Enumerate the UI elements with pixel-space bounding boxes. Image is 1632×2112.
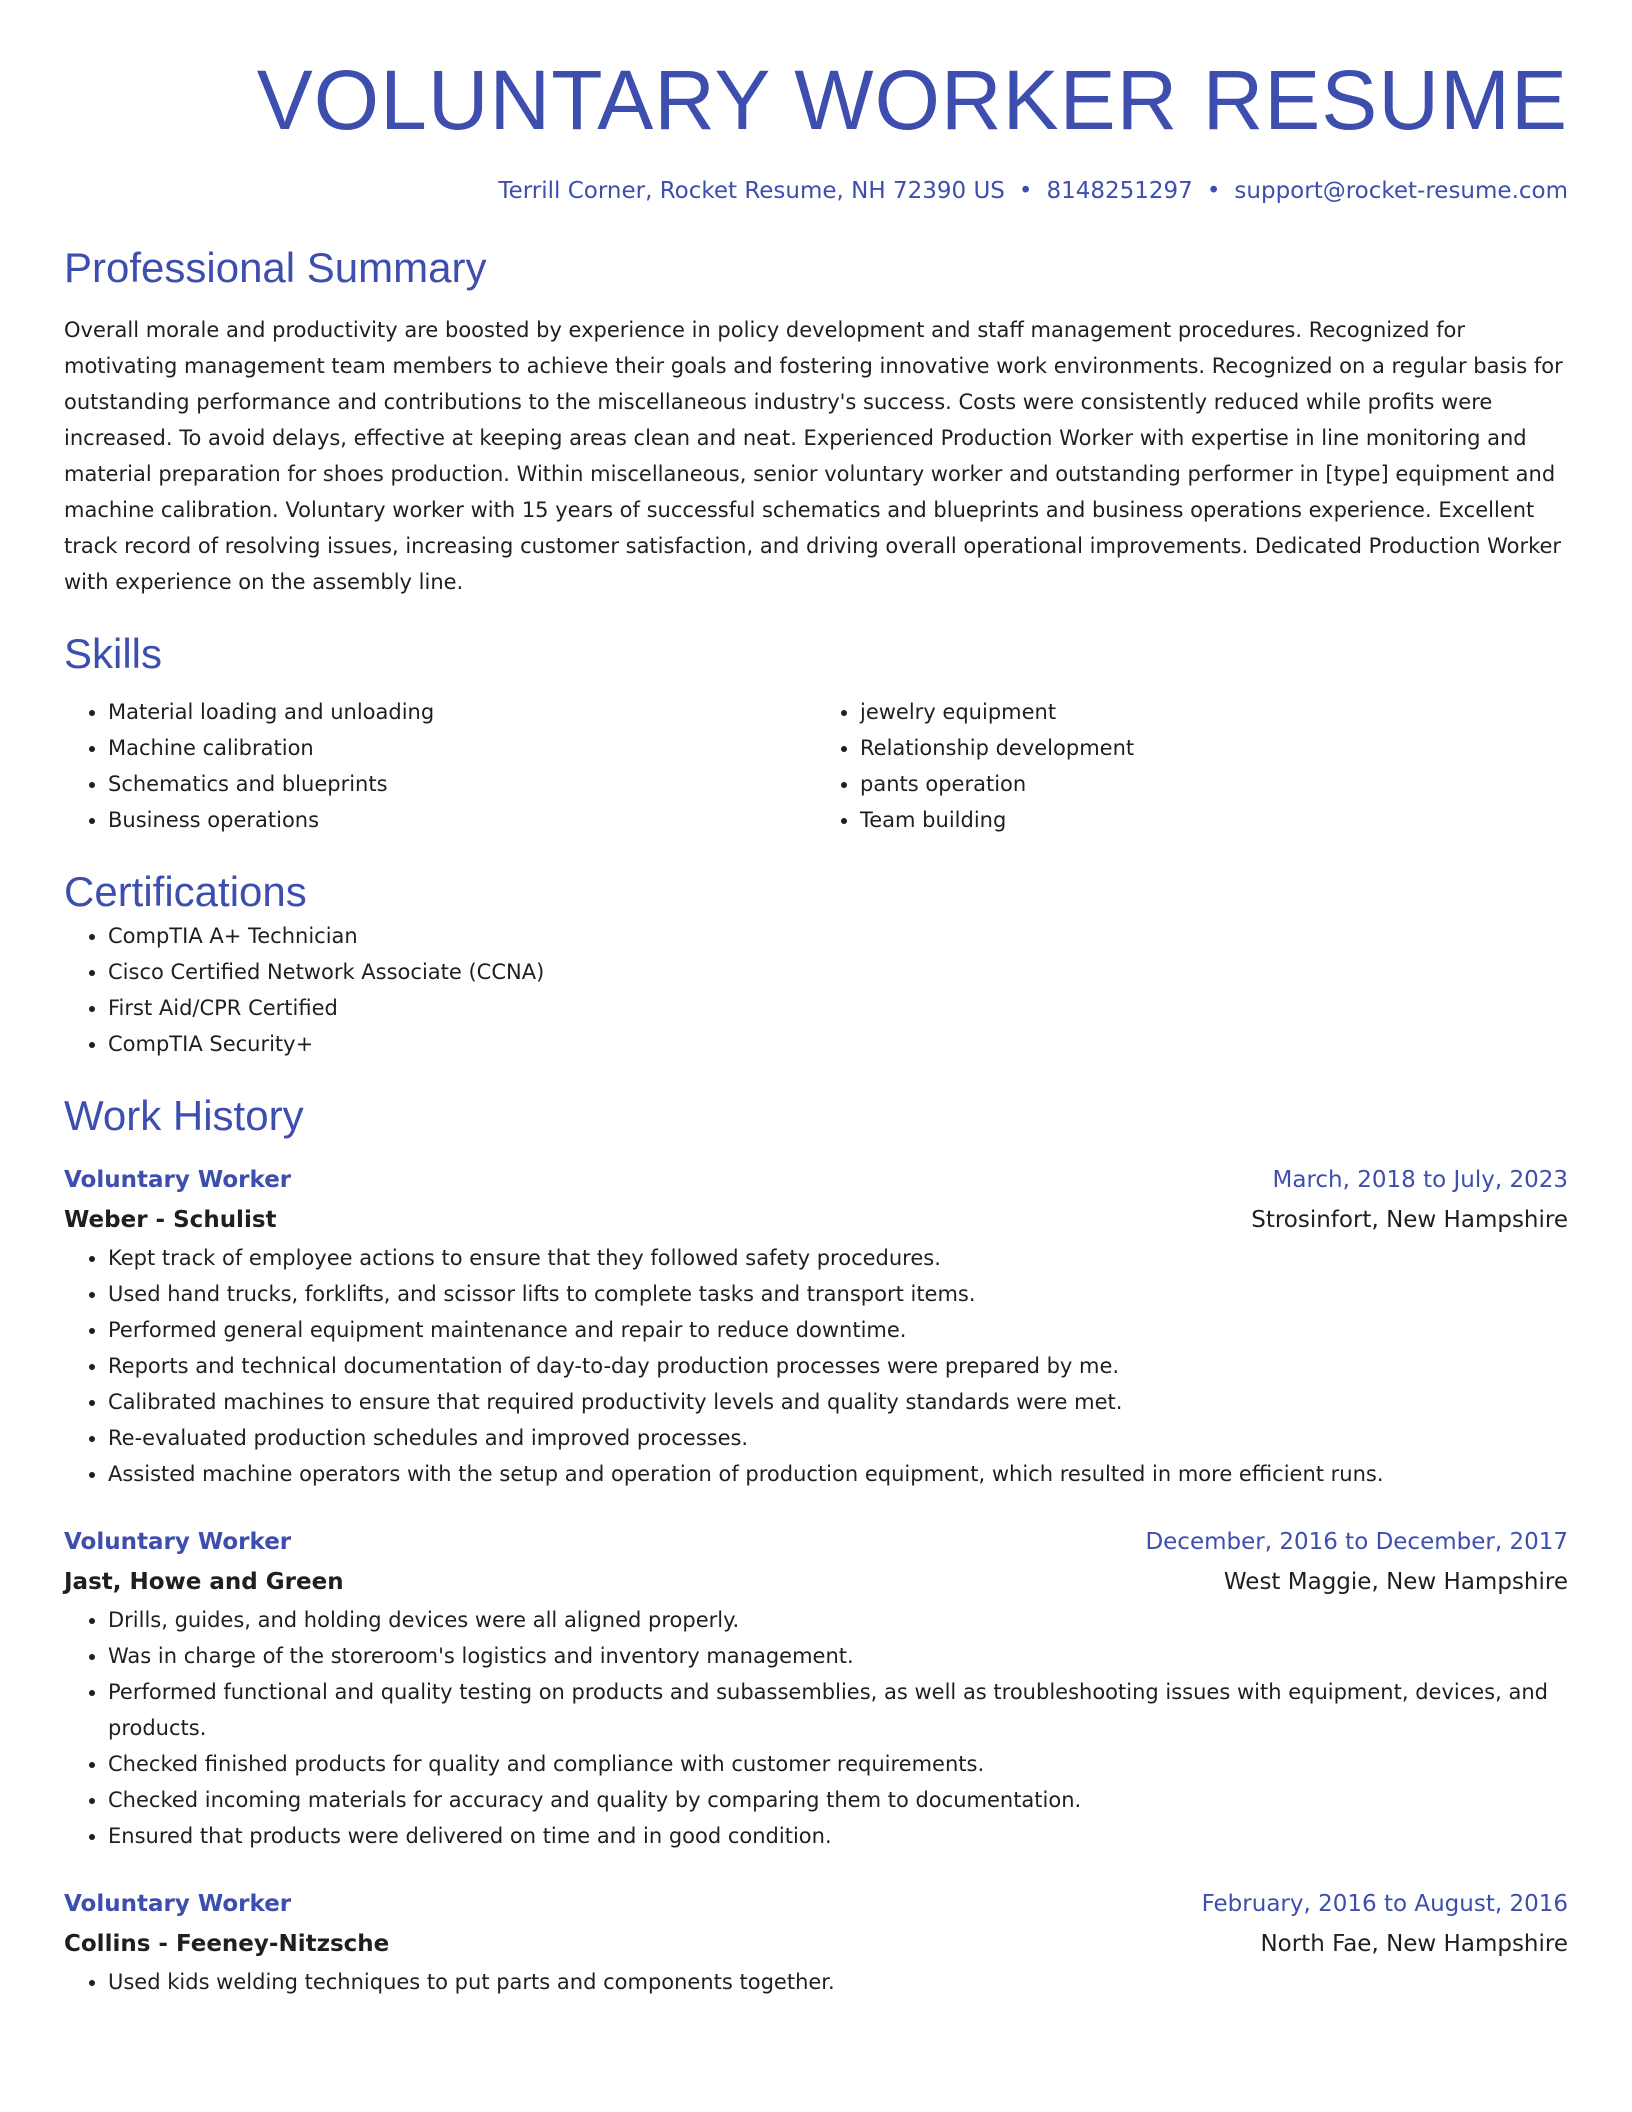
job-duty: • Kept track of employee actions to ensure that they followed safety procedures. [108,1240,1568,1276]
job-dates: March, 2018 to July, 2023 [1272,1167,1568,1193]
job-duty: • Ensured that products were delivered on time and in good condition. [108,1818,1568,1854]
certification-item: • CompTIA A+ Technician [108,918,1568,954]
certification-item: • First Aid/CPR Certified [108,990,1568,1026]
job-role: Voluntary Worker [64,1167,292,1193]
job-duty: • Used hand trucks, forklifts, and scissor lifts to complete tasks and transport items. [108,1276,1568,1312]
contact-separator: • [1018,178,1033,204]
job-duties-list [64,1602,1568,1854]
job-location: West Maggie, New Hampshire [1223,1569,1568,1595]
job-duty: • Calibrated machines to ensure that required productivity levels and quality standards were met. [108,1384,1568,1420]
job-entry [64,1522,1568,1854]
resume-title: VOLUNTARY WORKER RESUME [256,53,1568,147]
skills-columns [64,694,1568,838]
job-duty: • Drills, guides, and holding devices were all aligned properly. [108,1602,1568,1638]
skill-item: • Team building [860,802,1568,838]
job-duty: • Checked finished products for quality and compliance with customer requirements. [108,1746,1568,1782]
job-company-row [64,1200,1568,1240]
job-title-row [64,1160,1568,1200]
contact-phone: 8148251297 [1046,178,1193,204]
job-duty: • Performed general equipment maintenance and repair to reduce downtime. [108,1312,1568,1348]
job-duty: • Re-evaluated production schedules and improved processes. [108,1420,1568,1456]
job-duty: • Used kids welding techniques to put parts and components together. [108,1964,1568,2000]
skills-heading: Skills [64,630,163,677]
job-company: Collins - Feeney-Nitzsche [64,1931,390,1957]
job-duty: • Performed functional and quality testing on products and subassemblies, as well as troubleshooting issues with equipment, devices, and products. [108,1674,1568,1746]
job-duty: • Checked incoming materials for accuracy and quality by comparing them to documentation. [108,1782,1568,1818]
resume-header [64,0,1568,206]
job-title-row [64,1522,1568,1562]
job-role: Voluntary Worker [64,1891,292,1917]
certifications-heading: Certifications [64,868,307,915]
job-dates: December, 2016 to December, 2017 [1145,1529,1568,1555]
skill-item: • Machine calibration [108,730,816,766]
summary-heading: Professional Summary [64,244,487,291]
job-entry [64,1160,1568,1492]
job-company-row [64,1924,1568,1964]
skills-list-right [816,694,1568,838]
job-role: Voluntary Worker [64,1529,292,1555]
skill-item: • jewelry equipment [860,694,1568,730]
skill-item: • Relationship development [860,730,1568,766]
contact-line [64,176,1568,206]
job-company: Weber - Schulist [64,1207,277,1233]
certifications-list [64,918,1568,1062]
job-title-row [64,1884,1568,1924]
job-location: North Fae, New Hampshire [1260,1931,1568,1957]
job-duties-list [64,1964,1568,2000]
skill-item: • pants operation [860,766,1568,802]
skill-item: • Schematics and blueprints [108,766,816,802]
contact-email[interactable]: support@rocket-resume.com [1234,178,1568,204]
job-company-row [64,1562,1568,1602]
job-company: Jast, Howe and Green [64,1569,344,1595]
job-location: Strosinfort, New Hampshire [1251,1207,1568,1233]
skill-item: • Business operations [108,802,816,838]
skill-item: • Material loading and unloading [108,694,816,730]
certification-item: • Cisco Certified Network Associate (CCNA) [108,954,1568,990]
job-duty: • Was in charge of the storeroom's logistics and inventory management. [108,1638,1568,1674]
certification-item: • CompTIA Security+ [108,1026,1568,1062]
job-dates: February, 2016 to August, 2016 [1201,1891,1568,1917]
work-history-heading: Work History [64,1092,304,1139]
job-duties-list [64,1240,1568,1492]
contact-separator: • [1206,178,1221,204]
summary-text: Overall morale and productivity are boosted by experience in policy development and staff management procedures. Recognized for motivating management team members to achieve their goals and fostering innovative work environments. Recognized on a regular basis for outstanding performance and contributions to the miscellaneous industry's success. Costs were consistently reduced while profits were increased. To avoid delays, effective at keeping areas clean and neat. Experienced Production Worker with expertise in line monitoring and material preparation for shoes production. Within miscellaneous, senior voluntary worker and outstanding performer in [type] equipment and machine calibration. Voluntary worker with 15 years of successful schematics and blueprints and business operations experience. Excellent track record of resolving issues, increasing customer satisfaction, and driving overall operational improvements. Dedicated Production Worker with experience on the assembly line. [64,318,1563,594]
job-duty: • Reports and technical documentation of day-to-day production processes were prepared by me. [108,1348,1568,1384]
contact-address: Terrill Corner, Rocket Resume, NH 72390 US [498,178,1005,204]
job-duty: • Assisted machine operators with the setup and operation of production equipment, which resulted in more efficient runs. [108,1456,1568,1492]
skills-list-left [64,694,816,838]
job-entry [64,1884,1568,2000]
